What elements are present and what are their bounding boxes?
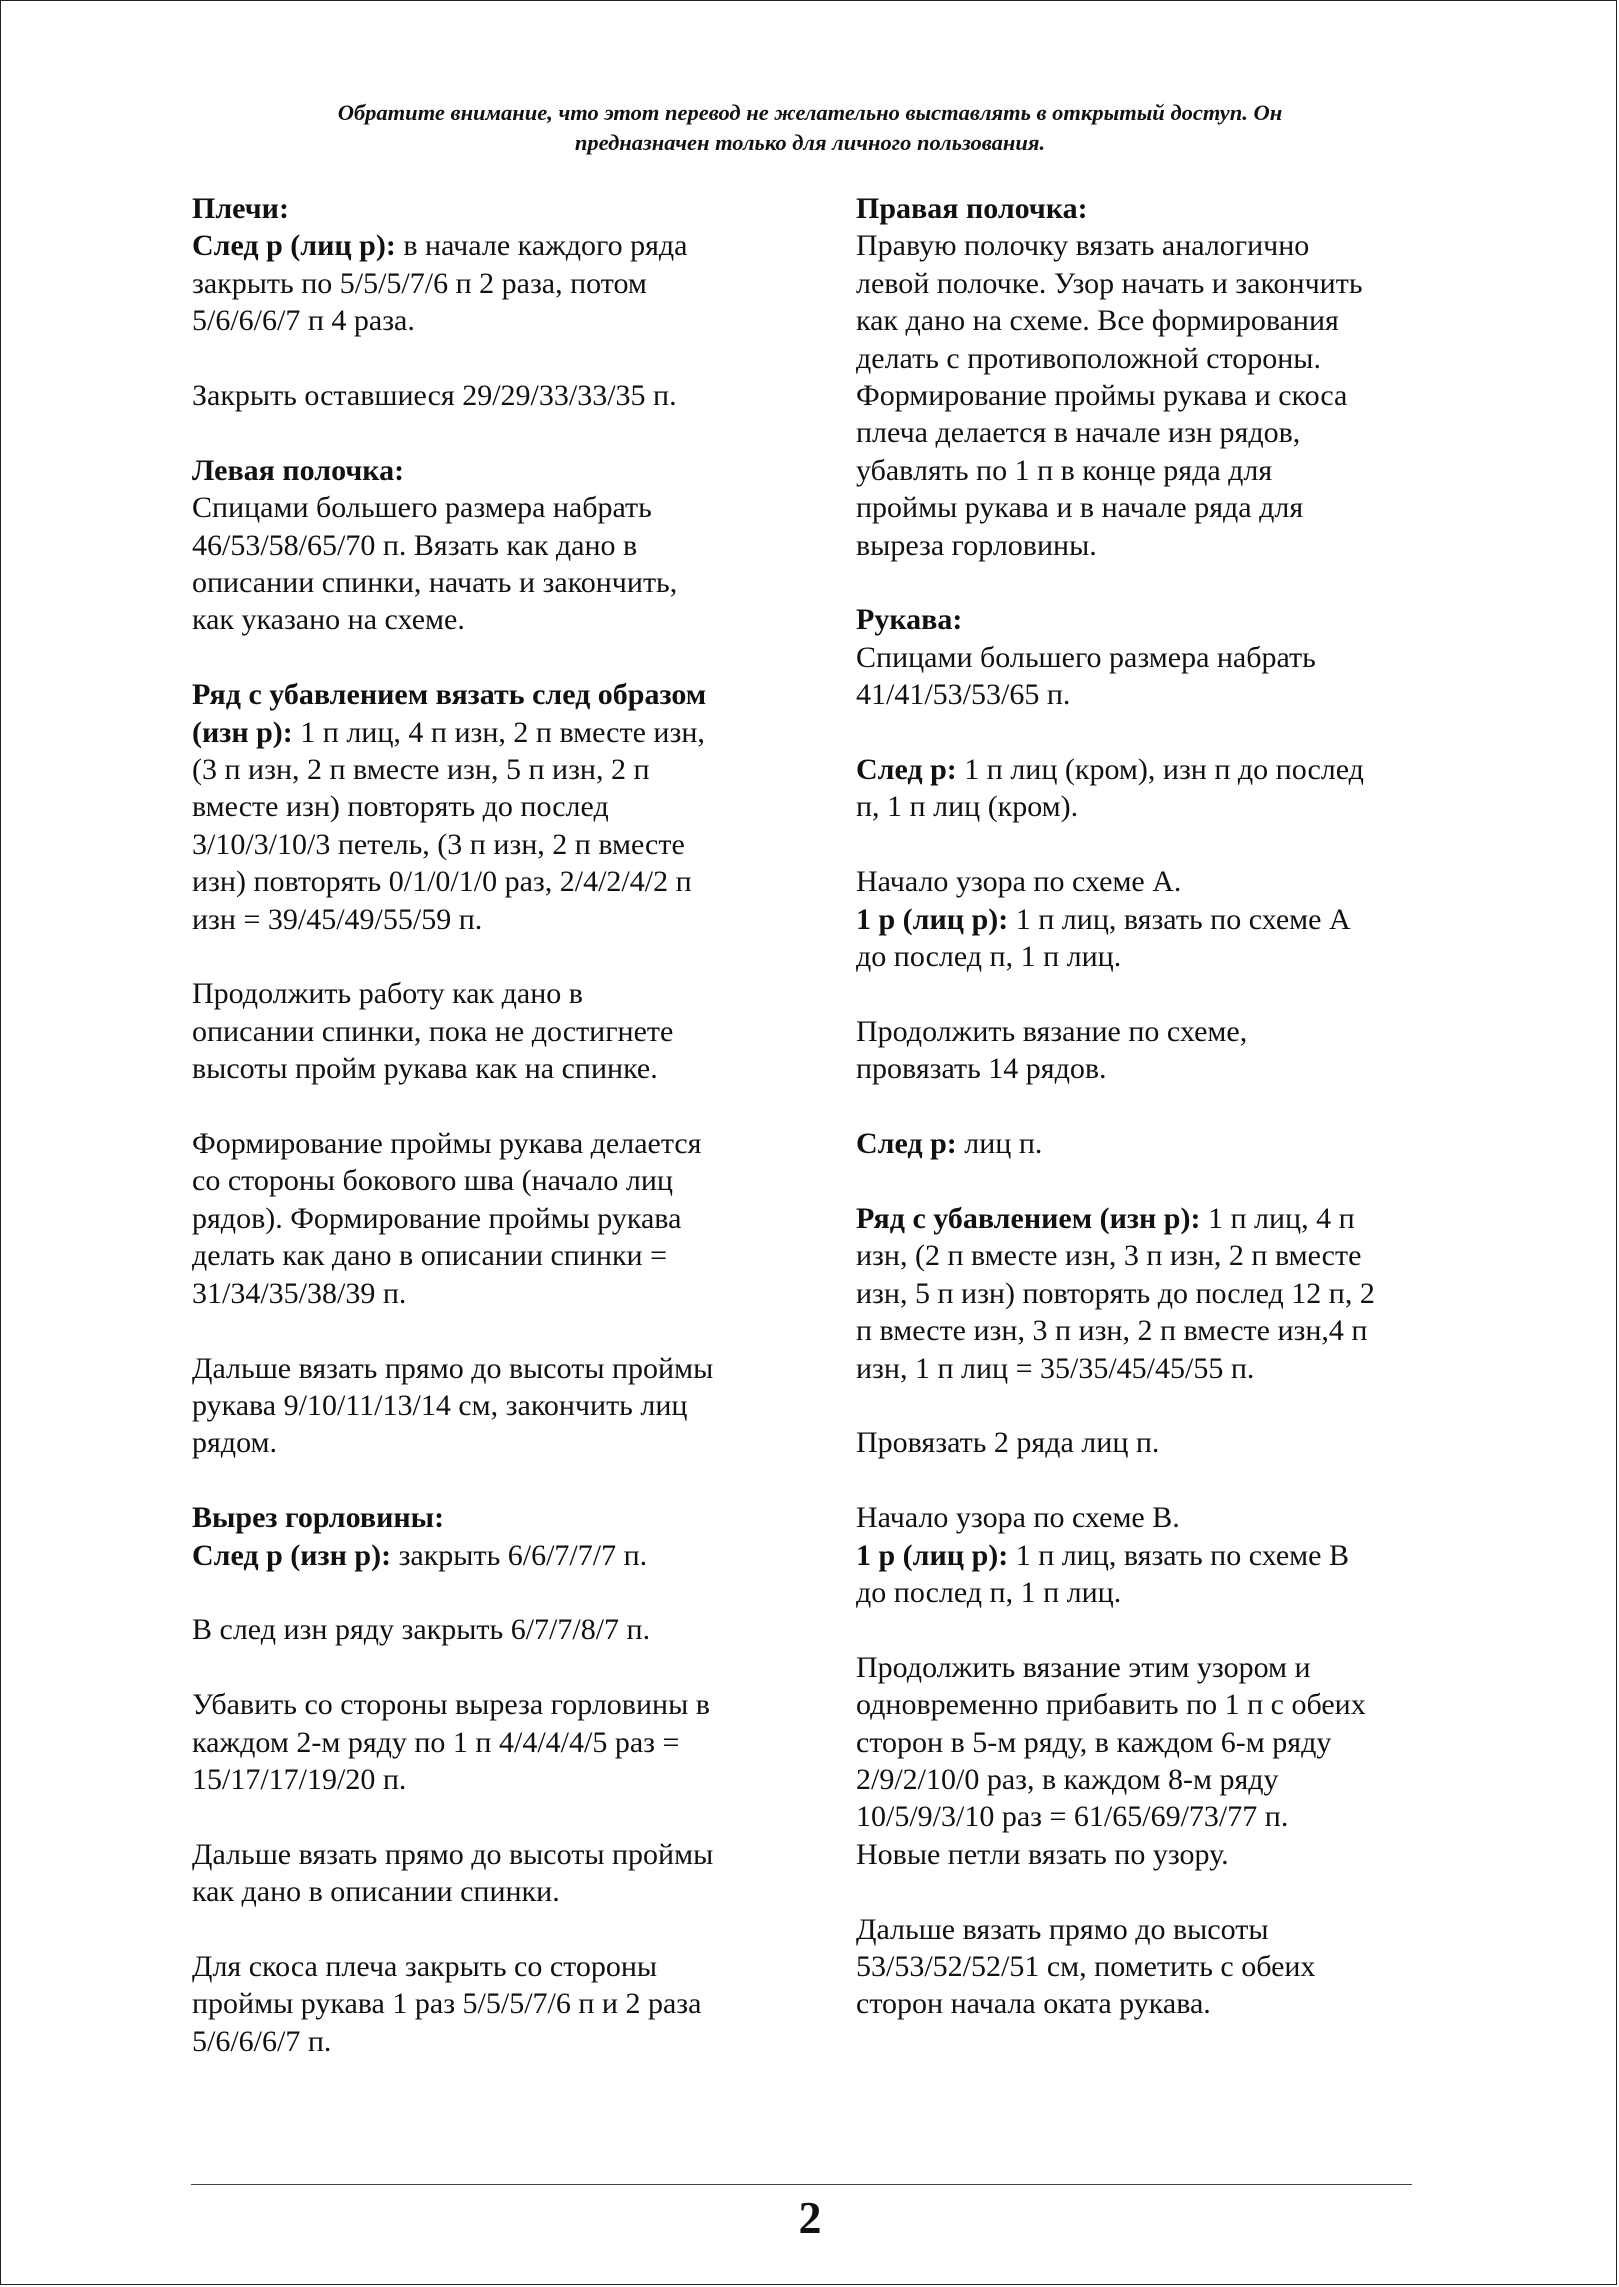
text-line: Формирование проймы рукава и скоса <box>856 379 1348 413</box>
text-line: Провязать 2 ряда лиц п. <box>856 1426 1160 1460</box>
continue-pattern-paragraph <box>856 1013 1436 1088</box>
text-line: 2/9/2/10/0 раз, в каждом 8-м ряду <box>856 1762 1279 1796</box>
text-line: как дано в описании спинки. <box>192 1875 560 1909</box>
text-line: 15/17/17/19/20 п. <box>192 1762 407 1796</box>
text-line: изн, 1 п лиц = 35/35/45/45/55 п. <box>856 1351 1255 1385</box>
next-wrong-paragraph <box>192 1611 792 1648</box>
text-run: 1 п лиц, 4 п <box>1200 1201 1355 1235</box>
decrease-row-paragraph <box>192 676 792 938</box>
text-line: плеча делается в начале изн рядов, <box>856 416 1301 450</box>
text-line: Спицами большего размера набрать <box>856 640 1316 674</box>
text-line: убавлять по 1 п в конце ряда для <box>856 453 1273 487</box>
bind-off-paragraph <box>192 377 792 414</box>
section-heading: Рукава: <box>856 603 963 637</box>
text-line: каждом 2-м ряду по 1 п 4/4/4/4/5 раз = <box>192 1725 680 1759</box>
text-line: (3 п изн, 2 п вместе изн, 5 п изн, 2 п <box>192 753 650 787</box>
pattern-b-paragraph <box>856 1499 1436 1611</box>
text-line: вместе изн) повторять до послед <box>192 790 609 824</box>
text-line: описании спинки, пока не достигнете <box>192 1014 674 1048</box>
text-line: Дальше вязать прямо до высоты проймы <box>192 1837 714 1871</box>
left-front-section <box>192 452 792 639</box>
armhole-paragraph <box>192 1125 792 1312</box>
text-line: Продолжить работу как дано в <box>192 977 583 1011</box>
text-line: как указано на схеме. <box>192 603 465 637</box>
row-label: 1 р (лиц р): <box>856 902 1009 936</box>
sleeve-decrease-paragraph <box>856 1200 1436 1387</box>
text-line: 5/6/6/6/7 п. <box>192 2024 332 2058</box>
text-line: высоты пройм рукава как на спинке. <box>192 1052 658 1086</box>
text-line: рядов). Формирование проймы рукава <box>192 1201 682 1235</box>
page-number: 2 <box>798 2192 822 2243</box>
text-run: 1 п лиц, вязать по схеме В <box>1008 1538 1349 1572</box>
row-label: 1 р (лиц р): <box>856 1538 1009 1572</box>
text-line: до послед п, 1 п лиц. <box>856 940 1122 974</box>
text-line: Продолжить вязание по схеме, <box>856 1014 1248 1048</box>
text-line: 41/41/53/53/65 п. <box>856 678 1071 712</box>
text-line: Для скоса плеча закрыть со стороны <box>192 1949 658 1983</box>
text-line: 31/34/35/38/39 п. <box>192 1276 407 1310</box>
text-line <box>856 1125 1436 1162</box>
text-line: до послед п, 1 п лиц. <box>856 1575 1122 1609</box>
text-line: Формирование проймы рукава делается <box>192 1127 702 1161</box>
text-line <box>856 1200 1436 1237</box>
text-line: со стороны бокового шва (начало лиц <box>192 1164 673 1198</box>
row-label: (изн р): <box>192 715 293 749</box>
right-front-section <box>856 190 1436 564</box>
text-line: Дальше вязать прямо до высоты <box>856 1912 1269 1946</box>
text-line: одновременно прибавить по 1 п с обеих <box>856 1688 1366 1722</box>
section-heading: Левая полочка: <box>192 453 405 487</box>
text-run: 1 п лиц (кром), изн п до послед <box>956 753 1364 787</box>
text-line: В след изн ряду закрыть 6/7/7/8/7 п. <box>192 1613 651 1647</box>
text-line: выреза горловины. <box>856 528 1097 562</box>
left-column <box>192 190 792 2060</box>
straight-paragraph <box>192 1350 792 1462</box>
text-line: Продолжить вязание этим узором и <box>856 1650 1311 1684</box>
text-line: Начало узора по схеме А. <box>856 865 1182 899</box>
text-line: Начало узора по схеме В. <box>856 1501 1180 1535</box>
text-line: изн, (2 п вместе изн, 3 п изн, 2 п вместе <box>856 1239 1362 1273</box>
next-row-paragraph <box>856 751 1436 826</box>
row-label: Ряд с убавлением (изн р): <box>856 1201 1201 1235</box>
text-line: 5/6/6/6/7 п 4 раза. <box>192 304 415 338</box>
sleeves-section <box>856 601 1436 713</box>
text-line: 3/10/3/10/3 петель, (3 п изн, 2 п вместе <box>192 827 685 861</box>
text-line <box>856 901 1436 938</box>
straight-paragraph-2 <box>192 1836 792 1911</box>
text-line: п вместе изн, 3 п изн, 2 п вместе изн,4 п <box>856 1314 1368 1348</box>
text-run: в начале каждого ряда <box>395 229 688 263</box>
text-line: 10/5/9/3/10 раз = 61/65/69/73/77 п. <box>856 1800 1289 1834</box>
text-line: Дальше вязать прямо до высоты проймы <box>192 1351 714 1385</box>
row-label: След р (лиц р): <box>192 229 396 263</box>
text-line: 46/53/58/65/70 п. Вязать как дано в <box>192 528 638 562</box>
section-heading: Вырез горловины: <box>192 1501 445 1535</box>
knit-row-paragraph <box>856 1125 1436 1162</box>
text-line: изн, 5 п изн) повторять до послед 12 п, 2 <box>856 1276 1375 1310</box>
row-label: След р: <box>856 1127 957 1161</box>
text-run: 1 п лиц, вязать по схеме А <box>1008 902 1351 936</box>
notice-line: Обратите внимание, что этот перевод не желательно выставлять в открытый доступ. Он <box>337 100 1283 125</box>
text-line: изн = 39/45/49/55/59 п. <box>192 902 483 936</box>
text-line: рукава 9/10/11/13/14 см, закончить лиц <box>192 1388 688 1422</box>
text-run: лиц п. <box>956 1127 1043 1161</box>
text-line: Убавить со стороны выреза горловины в <box>192 1688 710 1722</box>
right-column <box>856 190 1436 2023</box>
pattern-a-paragraph <box>856 863 1436 975</box>
text-line: проймы рукава и в начале ряда для <box>856 491 1304 525</box>
neck-decrease-paragraph <box>192 1686 792 1798</box>
increase-paragraph <box>856 1649 1436 1873</box>
text-line: Спицами большего размера набрать <box>192 491 652 525</box>
text-line: как дано на схеме. Все формирования <box>856 304 1339 338</box>
text-run: закрыть 6/6/7/7/7 п. <box>391 1538 648 1572</box>
shoulders-section <box>192 190 792 340</box>
text-line: описании спинки, начать и закончить, <box>192 566 678 600</box>
text-line: делать с противоположной стороны. <box>856 341 1321 375</box>
continue-paragraph <box>192 975 792 1087</box>
text-line <box>192 227 792 264</box>
text-line <box>192 1537 792 1574</box>
shoulder-slope-paragraph <box>192 1948 792 2060</box>
row-label: След р (изн р): <box>192 1538 392 1572</box>
text-run: 1 п лиц, 4 п изн, 2 п вместе изн, <box>292 715 705 749</box>
text-line <box>192 714 792 751</box>
footer-divider <box>191 2184 1412 2185</box>
text-line: 53/53/52/52/51 см, пометить с обеих <box>856 1949 1316 1983</box>
row-label: Ряд с убавлением вязать след образом <box>192 678 707 712</box>
text-line: Закрыть оставшиеся 29/29/33/33/35 п. <box>192 379 677 413</box>
text-line <box>856 751 1436 788</box>
neckline-section <box>192 1499 792 1574</box>
translation-notice <box>180 98 1440 158</box>
section-heading: Плечи: <box>192 192 289 225</box>
two-rows-paragraph <box>856 1424 1436 1461</box>
text-line: изн) повторять 0/1/0/1/0 раз, 2/4/2/4/2 п <box>192 865 692 899</box>
text-line: провязать 14 рядов. <box>856 1052 1107 1086</box>
text-line: сторон начала оката рукава. <box>856 1987 1211 2021</box>
text-line <box>856 1537 1436 1574</box>
row-label: След р: <box>856 753 957 787</box>
notice-line: предназначен только для личного пользования. <box>574 130 1046 155</box>
text-line: проймы рукава 1 раз 5/5/5/7/6 п и 2 раза <box>192 1987 702 2021</box>
text-line: левой полочке. Узор начать и закончить <box>856 266 1363 300</box>
text-line: рядом. <box>192 1426 277 1460</box>
text-line: Новые петли вязать по узору. <box>856 1837 1229 1871</box>
text-line: п, 1 п лиц (кром). <box>856 790 1079 824</box>
section-heading: Правая полочка: <box>856 192 1088 225</box>
text-line: закрыть по 5/5/5/7/6 п 2 раза, потом <box>192 266 647 300</box>
text-line: сторон в 5-м ряду, в каждом 6-м ряду <box>856 1725 1332 1759</box>
straight-sleeve-paragraph <box>856 1911 1436 2023</box>
text-line: делать как дано в описании спинки = <box>192 1239 667 1273</box>
text-line: Правую полочку вязать аналогично <box>856 229 1310 263</box>
